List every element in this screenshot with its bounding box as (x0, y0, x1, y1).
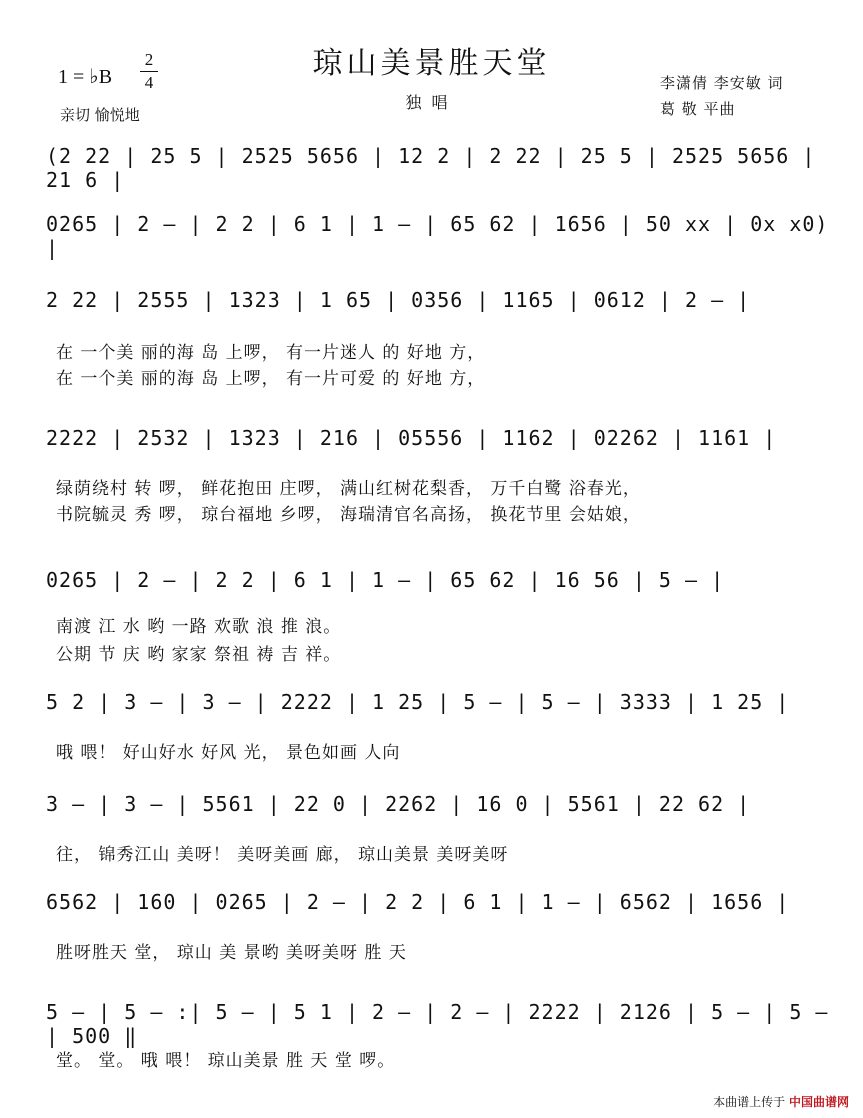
credits (660, 70, 784, 122)
lyricist: 李潇倩 李安敏 词 (660, 74, 784, 92)
notation-line: 2 22 | 2555 | 1323 | 1 65 | 0356 | 1165 | 0612 | 2 — | (46, 288, 751, 312)
lyric-line: 堂。 堂。 哦 喂！ 琼山美景 胜 天 堂 啰。 (56, 1051, 396, 1071)
lyric-line: 南渡 江 水 哟 一路 欢歌 浪 推 浪。 (56, 617, 342, 637)
notation-line: 0265 | 2 — | 2 2 | 6 1 | 1 — | 65 62 | 1656 | 50 xx | 0x x0) | (46, 212, 829, 260)
notation-line: 2222 | 2532 | 1323 | 216 | 05556 | 1162 | 02262 | 1161 | (46, 426, 777, 450)
upload-credit (713, 1093, 849, 1110)
notation-line: (2 22 | 25 5 | 2525 5656 | 12 2 | 2 22 | 25 5 | 2525 5656 | 21 6 | (46, 144, 816, 192)
lyric-line: 在 一个美 丽的海 岛 上啰， 有一片可爱 的 好地 方， (56, 369, 486, 389)
notation-line: 3 — | 3 — | 5561 | 22 0 | 2262 | 16 0 | 5561 | 22 62 | (46, 792, 751, 816)
notation-line: 5 2 | 3 — | 3 — | 2222 | 1 25 | 5 — | 5 — | 3333 | 1 25 | (46, 690, 790, 714)
upload-credit-label: 本曲谱上传于 (713, 1095, 786, 1109)
lyric-line: 胜呀胜天 堂， 琼山 美 景哟 美呀美呀 胜 天 (56, 943, 407, 963)
lyric-line: 书院毓灵 秀 啰， 琼台福地 乡啰， 海瑞清官名高扬， 换花节里 会姑娘， (56, 505, 641, 525)
performance-type: 独唱 (405, 93, 458, 112)
lyric-line: 绿荫绕村 转 啰， 鲜花抱田 庄啰， 满山红树花梨香， 万千白鹭 浴春光， (56, 479, 641, 499)
composer: 葛 敬 平曲 (660, 100, 736, 118)
notation-line: 6562 | 160 | 0265 | 2 — | 2 2 | 6 1 | 1 — | 6562 | 1656 | (46, 890, 790, 914)
page-title: 琼山美景胜天堂 (312, 46, 551, 81)
tempo-marking: 亲切 愉悦地 (60, 106, 140, 124)
notation-line: 0265 | 2 — | 2 2 | 6 1 | 1 — | 65 62 | 16 56 | 5 — | (46, 568, 725, 592)
meter-bottom: 4 (144, 73, 154, 92)
lyric-line: 公期 节 庆 哟 家家 祭祖 祷 吉 祥。 (56, 645, 342, 665)
notation-line: 5 — | 5 — :| 5 — | 5 1 | 2 — | 2 — | 2222 | 2126 | 5 — | 5 — | 500 ‖ (46, 1000, 829, 1048)
lyric-line: 在 一个美 丽的海 岛 上啰， 有一片迷人 的 好地 方， (56, 343, 486, 363)
lyric-line: 往， 锦秀江山 美呀！ 美呀美画 廊， 琼山美景 美呀美呀 (56, 845, 509, 865)
key-signature: 1 = ♭B (58, 66, 113, 88)
lyric-line: 哦 喂！ 好山好水 好风 光， 景色如画 人向 (56, 743, 401, 763)
time-signature (140, 50, 158, 93)
meter-top: 2 (144, 50, 154, 69)
site-logo: 中国曲谱网 (788, 1095, 849, 1109)
